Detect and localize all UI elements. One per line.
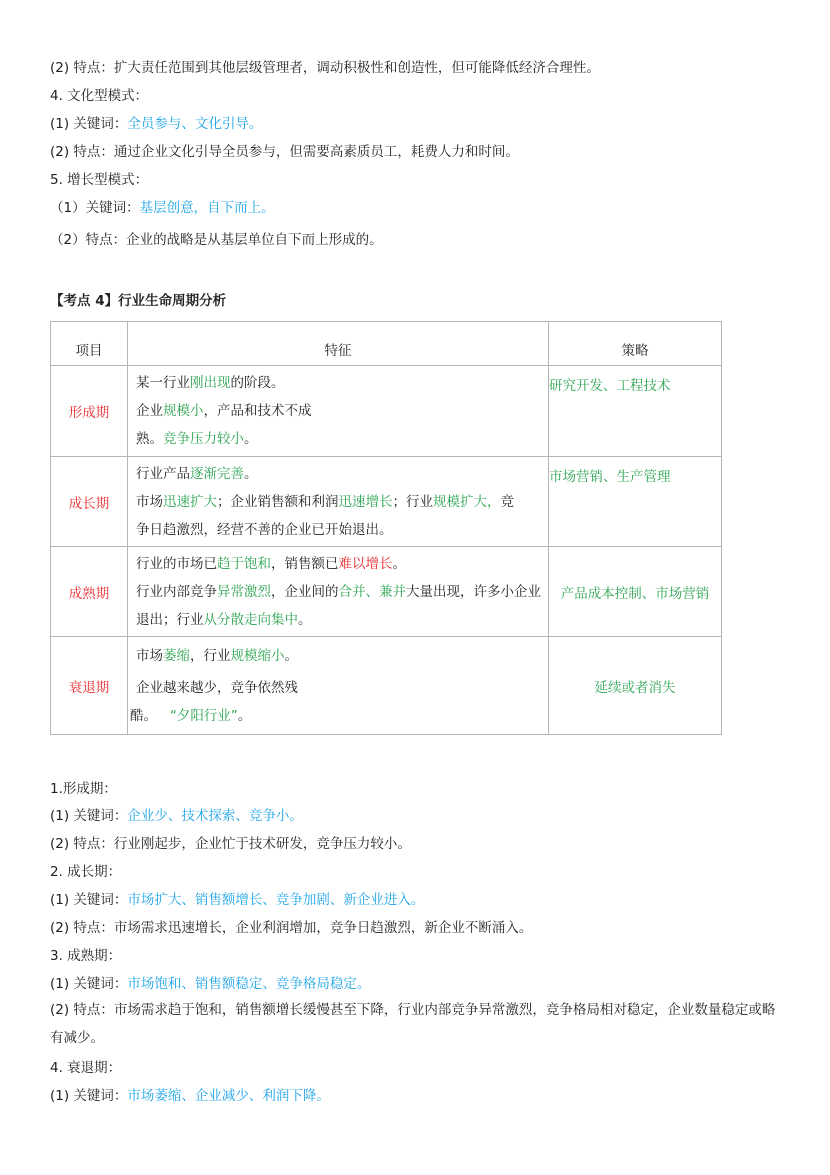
text: 市场 — [136, 493, 163, 510]
text: 。 — [244, 465, 258, 482]
stage-name: 成长期 — [51, 457, 128, 547]
culture-mode-keywords — [50, 114, 262, 134]
text: 大量出现，许多小企业 — [406, 583, 541, 600]
text: 的阶段。 — [230, 375, 285, 391]
highlight: 合并、兼并 — [338, 583, 406, 600]
text: 退出；行业 — [136, 611, 204, 628]
stage4-title: 4. 衰退期： — [50, 1060, 122, 1076]
stage1-keywords — [50, 806, 303, 826]
keyword-label: (1) 关键词： — [50, 808, 128, 824]
keyword-label: (1) 关键词： — [50, 116, 128, 132]
stage3-title: 3. 成熟期： — [50, 948, 122, 964]
table-row — [51, 547, 722, 637]
text: 某一行业 — [136, 375, 190, 391]
highlight: 迅速扩大 — [163, 493, 217, 510]
keyword-text: 企业少、技术探索、竞争小。 — [127, 808, 303, 824]
text: 竞 — [500, 493, 514, 510]
highlight: 刚出现 — [190, 375, 231, 391]
stage1-feature: (2) 特点：行业刚起步，企业忙于技术研发，竞争压力较小。 — [50, 836, 411, 852]
keyword-text: 市场萎缩、企业减少、利润下降。 — [127, 1088, 330, 1104]
stage-strategy: 市场营销、生产管理 — [549, 457, 722, 547]
text: 市场 — [136, 647, 163, 664]
stage-strategy: 研究开发、工程技术 — [549, 366, 722, 457]
culture-mode-feature: (2) 特点：通过企业文化引导全员参与，但需要高素质员工，耗费人力和时间。 — [50, 144, 519, 160]
keyword-text: 市场扩大、销售额增长、竞争加剧、新企业进入。 — [127, 892, 425, 908]
text: 企业 — [136, 403, 163, 419]
header-feature: 特征 — [128, 322, 549, 366]
keyword-label: (1) 关键词： — [50, 1088, 128, 1104]
highlight: 迅速增长 — [338, 493, 393, 510]
keyword-text: 市场饱和、销售额稳定、竞争格局稳定。 — [127, 976, 371, 992]
header-strategy: 策略 — [549, 322, 722, 366]
text: ，销售额已 — [271, 555, 339, 572]
highlight: 从分散走向集中 — [203, 611, 298, 628]
stage1-title: 1.形成期： — [50, 781, 117, 797]
stage4-keywords — [50, 1086, 330, 1106]
text: 行业的市场已 — [136, 555, 217, 572]
highlight: 规模小 — [163, 403, 204, 419]
table-row — [51, 457, 722, 547]
text: 。 — [244, 431, 258, 447]
highlight: 异常激烈 — [217, 583, 271, 600]
table-row — [51, 366, 722, 457]
lifecycle-table — [50, 321, 722, 735]
text: 。 — [237, 707, 252, 724]
text: 。 — [284, 647, 298, 664]
keyword-label: (1) 关键词： — [50, 892, 128, 908]
stage2-feature: (2) 特点：市场需求迅速增长，企业利润增加，竞争日趋激烈，新企业不断涌入。 — [50, 920, 533, 936]
stage-name: 成熟期 — [51, 547, 128, 637]
header-item: 项目 — [51, 322, 128, 366]
stage-feature — [128, 366, 549, 457]
text: ，行业 — [190, 647, 231, 664]
keyword-label: (1) 关键词： — [50, 976, 128, 992]
highlight: “夕阳行业” — [169, 707, 238, 724]
text: ；企业销售额和利润 — [217, 493, 339, 510]
text: ；行业 — [392, 493, 433, 510]
text: ，企业间的 — [271, 583, 339, 600]
highlight: 规模扩大， — [433, 493, 501, 510]
keyword-text: 基层创意，自下而上。 — [139, 200, 275, 216]
highlight: 逐渐完善 — [190, 465, 244, 482]
stage-feature — [128, 457, 549, 547]
stage3-keywords — [50, 974, 370, 994]
stage3-feature: (2) 特点：市场需求趋于饱和，销售额增长缓慢甚至下降，行业内部竞争异常激烈，竞争格局相对稳定，企业数量稳定或略有减少。 — [50, 1002, 776, 1046]
text: 行业内部竞争 — [136, 583, 217, 600]
text: 争日趋激烈，经营不善的企业已开始退出。 — [136, 521, 393, 538]
culture-mode-title: 4. 文化型模式： — [50, 88, 149, 104]
highlight: 萎缩 — [163, 647, 190, 664]
keyword-text: 全员参与、文化引导。 — [127, 116, 263, 132]
table-row — [51, 637, 722, 735]
stage2-keywords — [50, 890, 424, 910]
stage-strategy: 延续或者消失 — [549, 637, 722, 735]
text: 行业产品 — [136, 465, 190, 482]
grow-mode-keywords — [50, 198, 275, 218]
highlight: 难以增长 — [338, 555, 393, 572]
text: 。 — [298, 611, 312, 628]
text: 。 — [392, 555, 406, 572]
table-header-row — [51, 322, 722, 366]
highlight: 规模缩小 — [230, 647, 285, 664]
keyword-label: （1）关键词： — [50, 200, 140, 216]
stage2-title: 2. 成长期： — [50, 864, 122, 880]
stage-feature — [128, 637, 549, 735]
highlight: 趋于饱和 — [217, 555, 271, 572]
growth-mode-feature: (2) 特点：扩大责任范围到其他层级管理者，调动积极性和创造性，但可能降低经济合理性。 — [50, 60, 600, 76]
grow-mode-title: 5. 增长型模式： — [50, 172, 149, 188]
stage-feature — [128, 547, 549, 637]
stage-name: 形成期 — [51, 366, 128, 457]
text: ，产品和技术不成 — [203, 403, 312, 419]
text: 熟。 — [136, 431, 163, 447]
text: 酷。 — [130, 707, 157, 724]
grow-mode-feature: （2）特点：企业的战略是从基层单位自下而上形成的。 — [50, 232, 383, 248]
text: 企业越来越少，竞争依然残 — [136, 679, 298, 696]
section-title: 【考点 4】行业生命周期分析 — [50, 293, 227, 309]
highlight: 竞争压力较小 — [163, 431, 244, 447]
stage-name: 衰退期 — [51, 637, 128, 735]
stage-strategy: 产品成本控制、市场营销 — [549, 547, 722, 637]
